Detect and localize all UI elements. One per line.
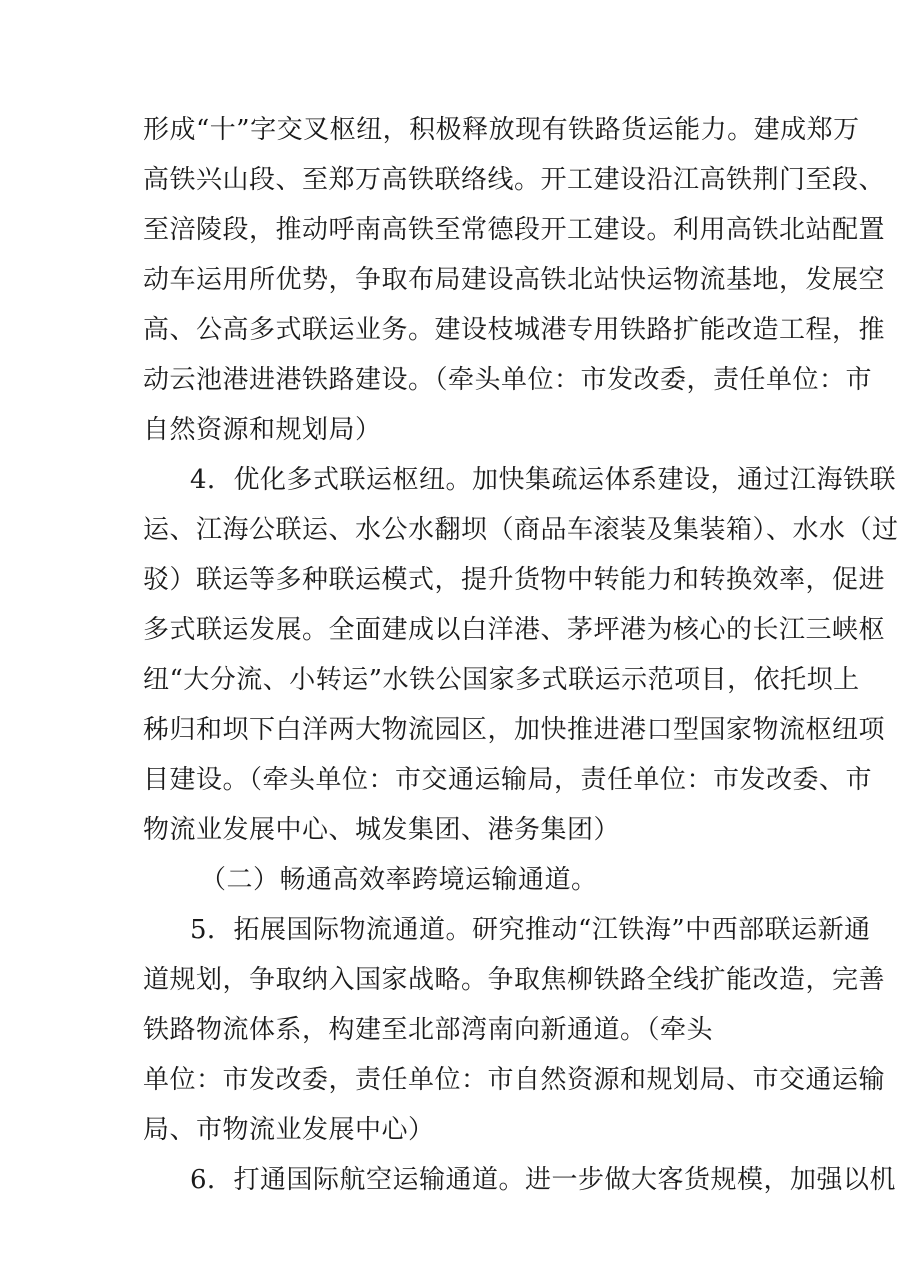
text-line: 形成“十”字交叉枢纽，积极释放现有铁路货运能力。建成郑万 [143, 115, 860, 145]
text-line: 多式联运发展。全面建成以白洋港、茅坪港为核心的长江三峡枢 [143, 615, 886, 645]
text-line: 6．打通国际航空运输通道。进一步做大客货规模，加强以机 [190, 1165, 897, 1195]
text-line: 驳）联运等多种联运模式，提升货物中转能力和转换效率，促进 [143, 565, 886, 595]
section-heading: （二）畅通高效率跨境运输通道。 [200, 865, 598, 895]
text-line: 运、江海公联运、水公水翻坝（商品车滚装及集装箱）、水水（过 [143, 515, 899, 545]
text-line: 道规划，争取纳入国家战略。争取焦柳铁路全线扩能改造，完善 [143, 965, 886, 995]
text-line: 自然资源和规划局） [143, 415, 382, 445]
text-line: 动云池港进港铁路建设。（牵头单位：市发改委，责任单位：市 [143, 365, 873, 395]
text-line: 动车运用所优势，争取布局建设高铁北站快运物流基地，发展空 [143, 265, 886, 295]
text-line: 纽“大分流、小转运”水铁公国家多式联运示范项目，依托坝上 [143, 665, 860, 695]
text-line: 物流业发展中心、城发集团、港务集团） [143, 815, 621, 845]
text-line: 目建设。（牵头单位：市交通运输局，责任单位：市发改委、市 [143, 765, 873, 795]
text-line: 秭归和坝下白洋两大物流园区，加快推进港口型国家物流枢纽项 [143, 715, 886, 745]
text-line: 高、公高多式联运业务。建设枝城港专用铁路扩能改造工程，推 [143, 315, 886, 345]
text-line: 单位：市发改委，责任单位：市自然资源和规划局、市交通运输 [143, 1065, 886, 1095]
text-line: 高铁兴山段、至郑万高铁联络线。开工建设沿江高铁荆门至段、 [143, 165, 886, 195]
text-line: 至涪陵段，推动呼南高铁至常德段开工建设。利用高铁北站配置 [143, 215, 886, 245]
text-line: 5．拓展国际物流通道。研究推动“江铁海”中西部联运新通 [190, 915, 871, 945]
text-line: 4．优化多式联运枢纽。加快集疏运体系建设，通过江海铁联 [190, 465, 897, 495]
text-line: 铁路物流体系，构建至北部湾南向新通道。（牵头 [143, 1015, 714, 1045]
text-line: 局、市物流业发展中心） [143, 1115, 435, 1145]
